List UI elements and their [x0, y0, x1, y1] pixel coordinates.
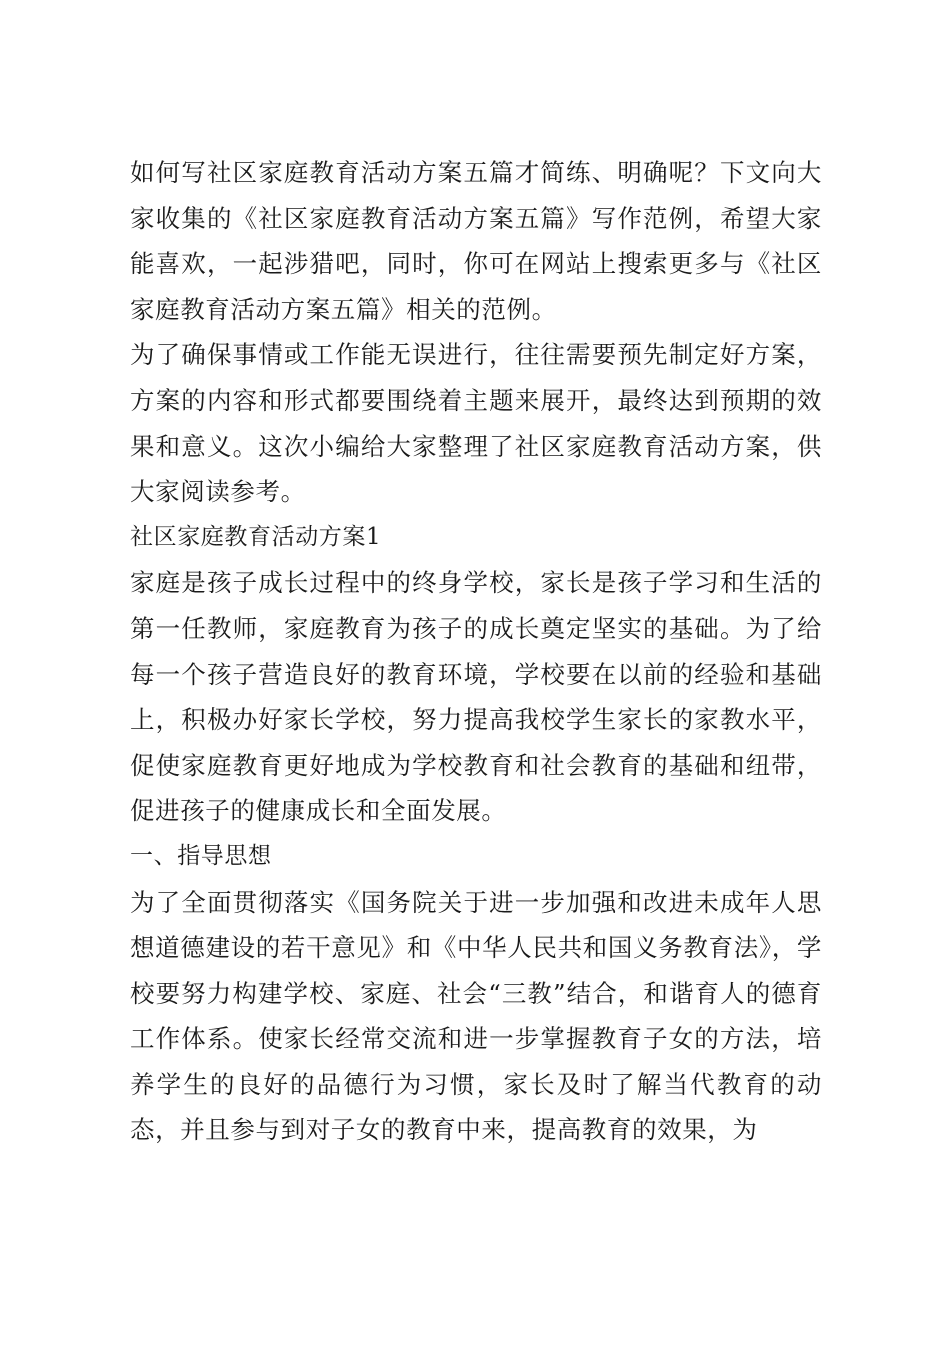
document-body: [130, 150, 822, 1153]
intro-paragraph: 如何写社区家庭教育活动方案五篇才简练、明确呢？下文向大家收集的《社区家庭教育活动方案五篇》写作范例，希望大家能喜欢，一起涉猎吧，同时，你可在网站上搜索更多与《社区家庭教育活动方案五篇》相关的范例。: [130, 158, 822, 324]
plan-body-paragraph: 家庭是孩子成长过程中的终身学校，家长是孩子学习和生活的第一任教师，家庭教育为孩子的成长奠定坚实的基础。为了给每一个孩子营造良好的教育环境，学校要在以前的经验和基础上，积极办好家长学校，努力提高我校学生家长的家教水平，促使家庭教育更好地成为学校教育和社会教育的基础和纽带，促进孩子的健康成长和全面发展。: [130, 568, 822, 826]
plan-title-1: 社区家庭教育活动方案1: [130, 523, 382, 550]
guiding-ideology-paragraph: 为了全面贯彻落实《国务院关于进一步加强和改进未成年人思想道德建设的若干意见》和《中华人民共和国义务教育法》，学校要努力构建学校、家庭、社会“三教”结合，和谐育人的德育工作体系。使家长经常交流和进一步掌握教育子女的方法，培养学生的良好的品德行为习惯，家长及时了解当代教育的动态，并且参与到对子女的教育中来，提高教育的效果，为: [130, 887, 822, 1145]
section-heading-guiding-ideology: 一、指导思想: [130, 842, 272, 869]
preface-paragraph: 为了确保事情或工作能无误进行，往往需要预先制定好方案，方案的内容和形式都要围绕着主题来展开，最终达到预期的效果和意义。这次小编给大家整理了社区家庭教育活动方案，供大家阅读参考。: [130, 340, 822, 507]
